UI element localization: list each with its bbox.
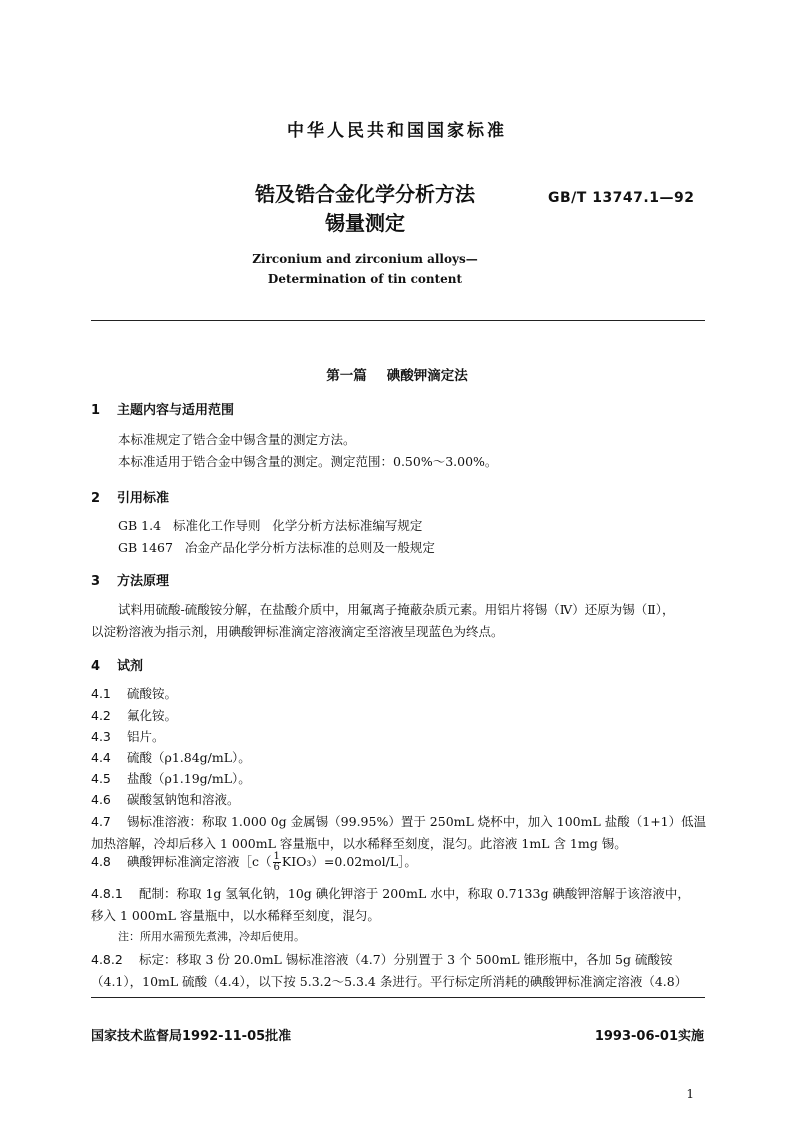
reagent-item-continuation: 移入 1 000mL 容量瓶中，以水稀释至刻度，混匀。 [91, 908, 380, 923]
section-1-heading [91, 399, 234, 418]
reagent-item: 4.4 硫酸（ρ1.84g/mL）。 [91, 750, 251, 765]
approval-info: 国家技术监督局1992-11-05批准 [91, 1029, 292, 1044]
paragraph: 本标准适用于锆合金中锡含量的测定。测定范围：0.50%～3.00%。 [118, 454, 498, 469]
section-title: 方法原理 [117, 574, 170, 589]
footer-divider [91, 997, 705, 998]
section-title: 引用标准 [117, 491, 170, 506]
reagent-item: 4.8.2 标定：移取 3 份 20.0mL 锡标准溶液（4.7）分别置于 3 个 500mL 锥形瓶中，各加 5g 硫酸铵 [91, 952, 673, 967]
reagent-item: 4.3 铝片。 [91, 729, 165, 744]
reference-item: GB 1.4 标准化工作导则 化学分析方法标准编写规定 [118, 518, 423, 533]
paragraph: 以淀粉溶液为指示剂，用碘酸钾标准滴定溶液滴定至溶液呈现蓝色为终点。 [91, 624, 504, 639]
section-number: 3 [91, 574, 101, 589]
page-number: 1 [686, 1087, 694, 1101]
paragraph: 本标准规定了锆合金中锡含量的测定方法。 [118, 432, 356, 447]
section-number: 2 [91, 491, 101, 506]
reagent-item: 4.2 氟化铵。 [91, 708, 178, 723]
section-title: 试剂 [117, 659, 144, 674]
reagent-item: 4.1 硫酸铵。 [91, 686, 178, 701]
note: 注：所用水需预先煮沸，冷却后使用。 [118, 930, 305, 943]
section-3-heading [91, 570, 169, 589]
fraction: $\frac{1}{6}$ [273, 851, 280, 873]
implementation-date: 1993-06-01实施 [594, 1029, 704, 1044]
section-2-heading [91, 487, 169, 506]
section-number: 1 [91, 403, 101, 418]
part-label: 第一篇 [326, 368, 367, 384]
reagent-item: 4.8 碘酸钾标准滴定溶液［c（ $\frac{1}{6}$ KIO₃）=0.02mol/L］。 [91, 851, 417, 873]
reagent-item-continuation: （4.1），10mL 硫酸（4.4），以下按 5.3.2～5.3.4 条进行。平行标定所消耗的碘酸钾标准滴定溶液（4.8） [91, 974, 688, 989]
english-title-line1: Zirconium and zirconium alloys— [252, 252, 478, 266]
document-subtitle: 锡量测定 [325, 211, 405, 235]
paragraph: 试料用硫酸-硫酸铵分解，在盐酸介质中，用氟离子掩蔽杂质元素。用铝片将锡（Ⅳ）还原为锡（Ⅱ）， [118, 602, 675, 617]
english-title-line2: Determination of tin content [267, 272, 463, 286]
reagent-item: 4.5 盐酸（ρ1.19g/mL）。 [91, 771, 251, 786]
reference-item: GB 1467 冶金产品化学分析方法标准的总则及一般规定 [118, 540, 435, 555]
standard-type-heading: 中华人民共和国国家标准 [287, 121, 507, 141]
reagent-item: 4.6 碳酸氢钠饱和溶液。 [91, 792, 240, 807]
standard-code: GB/T 13747.1—92 [548, 190, 695, 206]
section-4-heading [91, 655, 143, 674]
section-number: 4 [91, 659, 101, 674]
reagent-item: 4.7 锡标准溶液：称取 1.000 0g 金属锡（99.95%）置于 250mL 烧杯中，加入 100mL 盐酸（1+1）低温 [91, 814, 707, 829]
header-divider [91, 320, 705, 321]
document-title: 锆及锆合金化学分析方法 [255, 182, 475, 206]
part-name: 碘酸钾滴定法 [386, 368, 468, 384]
reagent-item: 4.8.1 配制：称取 1g 氢氧化钠，10g 碘化钾溶于 200mL 水中，称取 0.7133g 碘酸钾溶解于该溶液中， [91, 886, 690, 901]
section-title: 主题内容与适用范围 [117, 403, 235, 418]
part-heading [0, 364, 794, 384]
reagent-item-continuation: 加热溶解，冷却后移入 1 000mL 容量瓶中，以水稀释至刻度，混匀。此溶液 1mL 含 1mg 锡。 [91, 836, 627, 851]
